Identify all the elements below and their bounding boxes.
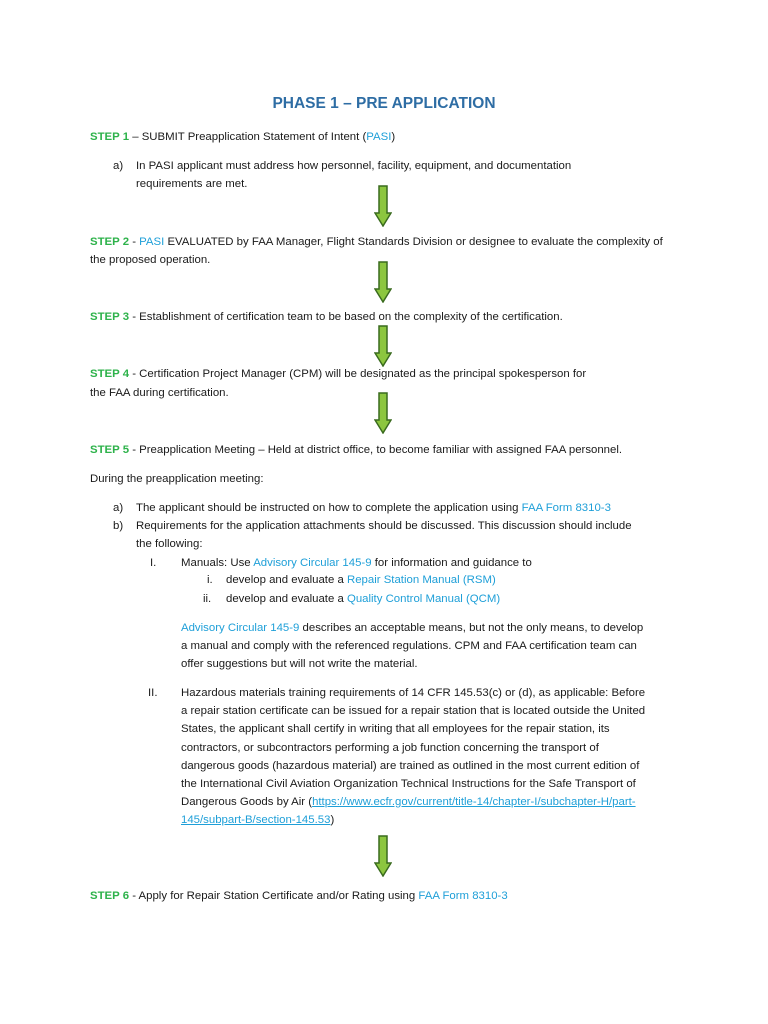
step-3-text: - Establishment of certification team to be based on the complexity of the certification. [129,311,563,323]
pasi-link[interactable]: PASI [366,131,392,143]
step-5-label: STEP 5 [90,444,130,456]
step-4 [90,365,586,383]
roman-2-last-line [181,793,636,811]
step-2-label: STEP 2 [90,236,130,248]
faa-form-link[interactable]: FAA Form 8310-3 [418,890,508,902]
rsm-link[interactable]: Repair Station Manual (RSM) [346,574,496,586]
step-4-label: STEP 4 [90,368,130,380]
roman-2-url-line [181,811,334,829]
step-1-label: STEP 1 [90,131,130,143]
advisory-circular-link[interactable]: Advisory Circular 145-9 [181,622,300,634]
step-1 [90,128,395,146]
step-1-item-a-line1: In PASI applicant must address how personnel, facility, equipment, and documentation [136,160,572,172]
page-title: PHASE 1 – PRE APPLICATION [272,95,496,112]
step-3 [90,308,563,326]
roman-2-line: States, the applicant shall certify in writing that all employees for the repair station, its [181,723,610,735]
meeting-item-a-text: The applicant should be instructed on how to complete the application using [136,502,522,514]
sub-item-qcm [226,590,500,608]
roman-2-line: Hazardous materials training requirements of 14 CFR 145.53(c) or (d), as applicable: Before [181,687,646,699]
sub-marker: i. [207,574,213,586]
qcm-link[interactable]: Quality Control Manual (QCM) [346,593,501,605]
meeting-item-b-line1: Requirements for the application attachments should be discussed. This discussion should include [136,520,632,532]
step-5-text: - Preapplication Meeting – Held at district office, to become familiar with assigned FAA personnel. [129,444,623,456]
advisory-circular-link[interactable]: Advisory Circular 145-9 [253,557,372,569]
down-arrow-icon [374,392,392,434]
sub-marker: ii. [203,593,212,605]
meeting-item-b-line2: the following: [136,538,203,550]
down-arrow-icon [374,185,392,227]
step-6-text: - Apply for Repair Station Certificate and/or Rating using [129,890,419,902]
step-6-label: STEP 6 [90,890,130,902]
list-marker: a) [113,502,124,514]
step-1-item-a-line2: requirements are met. [136,178,248,190]
meeting-item-a [136,499,611,517]
ac-note-line3: offer suggestions but will not write the material. [181,658,418,670]
roman-item-1 [181,554,532,572]
down-arrow-icon [374,261,392,303]
sub-item-text: develop and evaluate a [226,593,347,605]
list-marker: a) [113,160,124,172]
down-arrow-icon [374,325,392,367]
roman-2-close: ) [330,814,335,826]
ac-note-text: describes an acceptable means, but not the only means, to develop [299,622,644,634]
step-2-text: EVALUATED by FAA Manager, Flight Standards Division or designee to evaluate the complexity of [164,236,663,248]
step-4-line2: the FAA during certification. [90,387,229,399]
ecfr-link[interactable]: 145/subpart-B/section-145.53 [181,814,331,826]
step-3-label: STEP 3 [90,311,130,323]
faa-form-link[interactable]: FAA Form 8310-3 [521,502,611,514]
step-4-text: - Certification Project Manager (CPM) will be designated as the principal spokesperson for [129,368,587,380]
ecfr-link[interactable]: https://www.ecfr.gov/current/title-14/chapter-I/subchapter-H/part- [312,796,636,808]
ac-note-line1 [181,619,643,637]
step-5 [90,441,622,459]
ac-note-line2: a manual and comply with the referenced regulations. CPM and FAA certification team can [181,640,637,652]
roman-2-line: dangerous goods (hazardous material) are trained as outlined in the most current edition of [181,760,640,772]
list-marker: b) [113,520,124,532]
roman-2-line: contractors, or subcontractors performing a job function concerning the transport of [181,742,599,754]
roman-1-text: Manuals: Use [181,557,254,569]
roman-marker: II. [148,687,158,699]
down-arrow-icon [374,835,392,877]
sub-item-text: develop and evaluate a [226,574,347,586]
roman-2-text: Dangerous Goods by Air ( [181,796,313,808]
step-1-close: ) [391,131,396,143]
sub-item-rsm [226,571,496,589]
roman-2-line: the International Civil Aviation Organization Technical Instructions for the Safe Transport of [181,778,636,790]
step-6 [90,887,508,905]
pasi-link[interactable]: PASI [139,236,165,248]
step-2-line2: the proposed operation. [90,254,211,266]
roman-1-text-end: for information and guidance to [371,557,532,569]
step-2 [90,233,663,251]
step-2-dash: - [129,236,140,248]
roman-2-line: a repair station certificate can be issued for a repair station that is located outside the United [181,705,646,717]
step-1-text: – SUBMIT Preapplication Statement of Intent ( [129,131,367,143]
roman-marker: I. [150,557,157,569]
during-meeting-heading: During the preapplication meeting: [90,473,264,485]
